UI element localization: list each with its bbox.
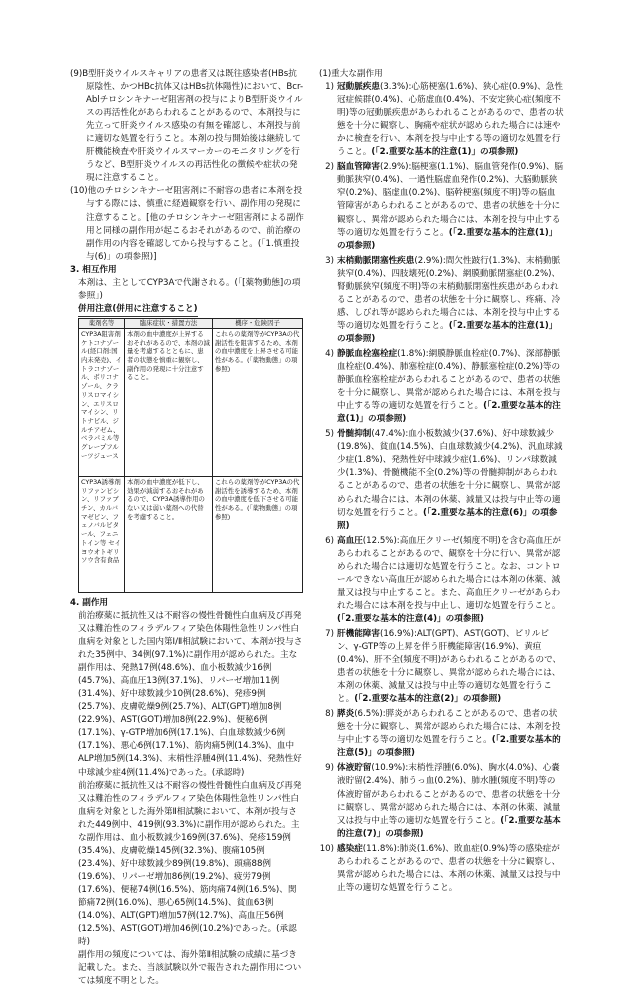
item-heading: 肝機能障害	[337, 628, 380, 639]
item-heading: 膵炎	[337, 709, 355, 720]
table-cell: これらの薬剤等がCYP3Aの代謝活性を誘導するため、本剤の血中濃度を低下させる可能性がある。(「薬物動態」の項参照)	[213, 476, 303, 592]
item-text: 他のチロシンキナーゼ阻害剤に不耐容の患者に本剤を投与する際には、慎重に経過観察を行い、副作用の発現に注意すること。[他のチロシンキナーゼ阻害剤による副作用と同様の副作用が起こるおそれがあるので、前治療の副作用の内容を確認してから投与すること。(「1.慎重投与(6)」の項参照)]	[86, 186, 304, 262]
adverse-item	[319, 428, 564, 532]
right-column	[319, 68, 564, 897]
adverse-item	[319, 762, 564, 840]
item-reference: (「2.重要な基本的注意(1)」の項参照)	[337, 320, 558, 344]
serious-adverse-heading: (1)重大な副作用	[319, 69, 383, 79]
item-heading: 静脈血栓塞栓症	[337, 348, 398, 359]
item-text: (1.8%):網膜静脈血栓症(0.7%)、深部静脈血栓症(0.4%)、肺塞栓症(0.4%)、静脈塞栓症(0.2%)等の静脈血栓塞栓症があらわれることがあるので、患者の状態を十分に観察し、異常が認められた場合には、本剤を投与中止する等の適切な処置を行うこと。	[337, 348, 561, 412]
item-number: 9)	[325, 763, 334, 774]
item-reference: (「2.重要な基本的注意(5)」の項参照)	[337, 735, 561, 759]
adverse-paragraph-overseas: 前治療薬に抵抗性又は不耐容の慢性骨髄性白血病及び再発又は難治性のフィラデルフィア染色体陽性急性リンパ性白血病を対象とした海外第Ⅱ相試験において、本剤が投与された449例中、419例(93.3%)に副作用が認められた。主な副作用は、血小板数減少169例(37.6%)、発疹159例(35.4%)、皮膚乾燥145例(32.3%)、腹痛105例(23.4%)、好中球数減少89例(19.8%)、頭痛88例(19.6%)、リパーゼ増加86例(19.2%)、疲労79例(17.6%)、便秘74例(16.5%)、筋肉痛74例(16.5%)、関節痛72例(16.0%)、悪心65例(14.5%)、貧血63例(14.0%)、ALT(GPT)増加57例(12.7%)、高血圧56例(12.5%)、AST(GOT)増加46例(10.2%)であった。(承認時)	[78, 780, 302, 948]
adverse-item	[319, 81, 564, 159]
adverse-item	[319, 348, 564, 426]
item-text: (2.9%):間欠性跛行(1.3%)、末梢動脈狭窄(0.4%)、四肢壊死(0.2%)、網膜動脈閉塞症(0.2%)、腎動脈狭窄(頻度不明)等の末梢動脈閉塞性疾患があらわれることがあるので、患者の状態を十分に観察し、疼痛、冷感、しびれ等が認められた場合には、本剤を投与中止する等の適切な処置を行うこと。	[337, 255, 561, 331]
table-cell: CYP3A阻害剤 ケトコナゾール(経口剤:国内未発売)、イトラコナゾール、ボリコナゾール、クラリスロマイシン、エリスロマイシン、リトナビル、ジルチアゼム、ベラパミル等 グレープフルーツジュース	[79, 328, 125, 476]
item-text: (2.9%):脳梗塞(1.1%)、脳血管発作(0.9%)、脳動脈狭窄(0.4%)、一過性脳虚血発作(0.2%)、大脳動脈狭窄(0.2%)、脳虚血(0.2%)、脳幹梗塞(頻度不明)等の脳血管障害があらわれることがあるので、患者の状態を十分に観察し、異常が認められた場合には、本剤を投与中止する等の適切な処置を行うこと。	[337, 162, 564, 238]
adverse-paragraph-domestic: 前治療薬に抵抗性又は不耐容の慢性骨髄性白血病及び再発又は難治性のフィラデルフィア染色体陽性急性リンパ性白血病を対象とした国内第Ⅰ/Ⅱ相試験において、本剤が投与された35例中、34例(97.1%)に副作用が認められた。主な副作用は、発熱17例(48.6%)、血小板数減少16例(45.7%)、高血圧13例(37.1%)、リパーゼ増加11例(31.4%)、好中球数減少10例(28.6%)、発疹9例(25.7%)、皮膚乾燥9例(25.7%)、ALT(GPT)増加8例(22.9%)、AST(GOT)増加8例(22.9%)、便秘6例(17.1%)、γ-GTP増加6例(17.1%)、白血球数減少6例(17.1%)、悪心6例(17.1%)、筋肉痛5例(14.3%)、血中ALP増加5例(14.3%)、末梢性浮腫4例(11.4%)、発熱性好中球減少症4例(11.4%)であった。(承認時)	[78, 610, 303, 778]
item-text: (6.5%):膵炎があらわれることがあるので、患者の状態を十分に観察し、異常が認められた場合には、本剤を投与中止する等の適切な処置を行うこと。	[337, 709, 561, 746]
table-cell: 本剤の血中濃度が上昇するおそれがあるので、本剤の減量を考慮するとともに、患者の状態を慎重に観察し、副作用の発現に十分注意すること。	[125, 328, 213, 476]
adverse-paragraph-frequency: 副作用の頻度については、海外第Ⅱ相試験の成績に基づき記載した。また、当該試験以外で報告された副作用については頻度不明とした。	[78, 950, 302, 987]
item-number: 1)	[325, 82, 334, 93]
table-cell: 本剤の血中濃度が低下し、効果が減弱するおそれがあるので、CYP3A誘導作用のない又は弱い薬剤への代替を考慮すること。	[125, 476, 213, 592]
item-text: (11.8%):肺炎(1.6%)、敗血症(0.9%)等の感染症があらわれることがあるので、患者の状態を十分に観察し、異常が認められた場合には、本剤の休薬、減量又は投与中止等の適切な処置を行うこと。	[337, 843, 561, 893]
section-adverse-title: 4. 副作用	[70, 597, 109, 608]
adverse-item	[319, 535, 564, 626]
item-number: (10)	[70, 186, 88, 197]
serious-adverse-list	[319, 81, 564, 895]
item-heading: 高血圧	[337, 535, 363, 546]
table-header: 機序・危険因子	[213, 318, 303, 328]
item-number: 5)	[325, 429, 334, 440]
item-text: (16.9%):ALT(GPT)、AST(GOT)、ビリルビン、γ-GTP等の上昇を伴う肝機能障害(16.9%)、黄疸(0.4%)、肝不全(頻度不明)があらわれることがあるので、患者の状態を十分に観察し、異常が認められた場合には、本剤の休薬、減量又は投与中止等の適切な処置を行うこと。	[337, 628, 562, 705]
adverse-item	[319, 708, 564, 760]
item-reference: (「2.重要な基本的注意(1)」の項参照)	[337, 227, 558, 251]
item-number: 10)	[319, 843, 334, 854]
adverse-item	[319, 843, 564, 895]
section-interactions-title: 3. 相互作用	[70, 264, 117, 275]
item-text: (47.4%):血小板数減少(37.6%)、好中球数減少(19.8%)、貧血(14.5%)、白血球数減少(4.2%)、汎血球減少症(1.8%)、発熱性好中球減少症(1.6%)、リンパ球数減少(1.3%)、骨髄機能不全(0.2%)等の骨髄抑制があらわれることがあるので、患者の状態を十分に観察し、異常が認められた場合には、本剤の休薬、減量又は投与中止等の適切な処置を行うこと。	[337, 429, 563, 518]
item-number: 2)	[325, 162, 334, 173]
precaution-item-10	[70, 185, 304, 263]
item-text: (3.3%):心筋梗塞(1.6%)、狭心症(0.9%)、急性冠症候群(0.4%)、心筋虚血(0.4%)、不安定狭心症(頻度不明)等の冠動脈疾患があらわれることがあるので、患者の状態を十分に観察し、胸痛や症状が認められた場合には速やかに検査を行い、本剤を投与中止する等の適切な処置を行うこと。	[337, 82, 564, 158]
item-number: 8)	[325, 709, 334, 720]
item-number: (9)	[70, 69, 83, 79]
table-row	[79, 328, 303, 476]
section-interactions-text: 本剤は、主としてCYP3Aで代謝される。(「[薬物動態]の項参照」)	[78, 277, 301, 301]
item-number: 4)	[325, 348, 334, 359]
adverse-item	[319, 161, 564, 252]
item-reference: (「2.重要な基本的注意(1)」の項参照)	[371, 147, 519, 158]
adverse-item	[319, 255, 564, 346]
item-reference: (「2.重要な基本的注意(6)」の項参照)	[337, 507, 558, 531]
item-heading: 脳血管障害	[337, 162, 380, 173]
item-number: 7)	[325, 628, 334, 639]
item-text: (10.9%):末梢性浮腫(6.0%)、胸水(4.0%)、心嚢液貯留(2.4%)、肺うっ血(0.2%)、肺水腫(頻度不明)等の体液貯留があらわれることがあるので、患者の状態を十分に観察し、異常が認められた場合には、本剤の休薬、減量又は投与中止等の適切な処置を行うこと。	[337, 763, 561, 826]
item-heading: 骨髄抑制	[337, 429, 372, 440]
item-text: (12.5%):高血圧クリーゼ(頻度不明)を含む高血圧があらわれることがあるので、観察を十分に行い、異常が認められた場合には適切な処置を行うこと。なお、コントロールできない高血圧が認められた場合には本剤の休薬、減量又は投与中止すること。また、高血圧クリーゼがあらわれた場合には本剤を投与中止し、適切な処置を行うこと。	[337, 535, 561, 611]
table-header: 臨床症状・措置方法	[125, 318, 213, 328]
item-heading: 感染症	[337, 843, 363, 854]
item-heading: 体液貯留	[337, 763, 372, 774]
table-header-row	[79, 318, 303, 328]
item-text: B型肝炎ウイルスキャリアの患者又は既往感染者(HBs抗原陰性、かつHBc抗体又はHBs抗体陽性)において、Bcr-Ablチロシンキナーゼ阻害剤の投与によりB型肝炎ウイルスの再活性化があらわれることがあるので、本剤投与に先立って肝炎ウイルス感染の有無を確認し、本剤投与前に適切な処置を行うこと。本剤の投与開始後は継続して肝機能検査や肝炎ウイルスマーカーのモニタリングを行うなど、B型肝炎ウイルスの再活性化の徴候や症状の発現に注意すること。	[82, 69, 304, 184]
item-number: 3)	[325, 255, 334, 266]
item-number: 6)	[325, 535, 334, 546]
item-reference: (「2.重要な基本的注意(2)」の項参照)	[354, 694, 502, 705]
precaution-item-9	[70, 68, 304, 185]
item-heading: 冠動脈疾患	[337, 82, 380, 93]
left-column	[70, 68, 304, 988]
interaction-table-title: 併用注意(併用に注意すること)	[78, 303, 198, 317]
item-heading: 末梢動脈閉塞性疾患	[337, 255, 415, 266]
table-header: 薬剤名等	[79, 318, 125, 328]
interaction-table	[78, 318, 303, 593]
item-reference: (「2.重要な基本的注意(7)」の項参照)	[337, 815, 561, 839]
adverse-item	[319, 628, 564, 706]
table-cell: これらの薬剤等がCYP3Aの代謝活性を阻害するため、本剤の血中濃度を上昇させる可能性がある。(「薬物動態」の項参照)	[213, 328, 303, 476]
table-row	[79, 476, 303, 592]
table-cell: CYP3A誘導剤 リファンピシン、リファブチン、カルバマゼピン、フェノバルビタール、フェニトイン等 セイヨウオトギリソウ含有食品	[79, 476, 125, 592]
item-reference: (「2.重要な基本的注意(4)」の項参照)	[337, 613, 484, 624]
item-reference: (「2.重要な基本的注意(1)」の項参照)	[337, 401, 561, 425]
